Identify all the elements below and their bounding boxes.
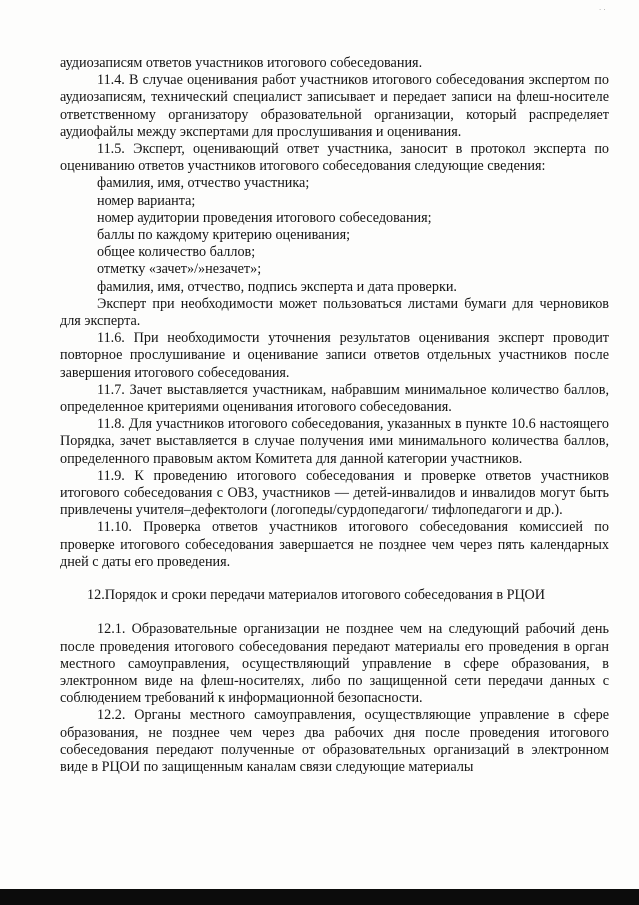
list-item: фамилия, имя, отчество участника;: [97, 175, 310, 192]
scan-edge-bar: [0, 889, 639, 905]
paragraph: Эксперт при необходимости может пользоваться листами бумаги для черновиков для эксперта.: [60, 295, 609, 330]
paragraph-11-10: 11.10. Проверка ответов участников итогового собеседования комиссией по проверке итогового собеседования завершается не позднее чем через пять календарных дней с даты его проведения.: [60, 519, 609, 570]
paragraph-11-9: 11.9. К проведению итогового собеседования и проверке ответов участников итогового собеседования с ОВЗ, участников — детей-инвалидов и инвалидов могут быть привлечены учителя–дефектологи (логопеды/сурдопедагоги/ тифлопедагоги и др.).: [60, 467, 609, 519]
paragraph-11-6: 11.6. При необходимости уточнения результатов оценивания эксперт проводит повторное прослушивание и оценивание записи ответов отдельных участников после завершения итогового собеседования.: [60, 330, 609, 381]
paragraph-11-7: 11.7. Зачет выставляется участникам, набравшим минимальное количество баллов, определенное критериями оценивания итогового собеседования.: [60, 381, 609, 416]
list-item: отметку «зачет»/»незачет»;: [97, 261, 262, 278]
paragraph: аудиозаписям ответов участников итогового собеседования.: [60, 55, 423, 71]
list-item: фамилия, имя, отчество, подпись эксперта и дата проверки.: [97, 278, 457, 295]
paragraph-12-2: 12.2. Органы местного самоуправления, осуществляющие управление в сфере образования, не позднее чем через два рабочих дня после проведения итогового собеседования передают полученные от образовательных организаций в электронном виде в РЦОИ по защищенным каналам связи следующие материалы: [60, 707, 609, 775]
paragraph-12-1: 12.1. Образовательные организации не позднее чем на следующий рабочий день после проведения итогового собеседования передают материалы его проведения в орган местного самоуправления, осуществляющий управление в сфере образования, в электронном виде на флеш-носителях, либо по защищенной сети передачи данных с соблюдением требований к информационной безопасности.: [60, 621, 609, 707]
paragraph-11-4: 11.4. В случае оценивания работ участников итогового собеседования экспертом по аудиозаписям, технический специалист записывает и передает записи на флеш-носителе ответственному организатору образовательной организации, который распределяет аудиофайлы между экспертами для прослушивания и оценивания.: [60, 72, 609, 140]
list-item: общее количество баллов;: [97, 244, 256, 261]
list-item: баллы по каждому критерию оценивания;: [97, 227, 351, 244]
list-item: номер варианта;: [97, 192, 196, 209]
scan-speck: · ·: [599, 6, 606, 14]
paragraph-11-8: 11.8. Для участников итогового собеседования, указанных в пункте 10.6 настоящего Порядка, зачет выставляется в случае получения ими минимального количества баллов, определенного правовым актом Комитета для данной категории участников.: [60, 416, 609, 467]
section-heading: 12.Порядок и сроки передачи материалов итогового собеседования в РЦОИ: [87, 587, 546, 604]
list-item: номер аудитории проведения итогового собеседования;: [97, 209, 432, 226]
document-body: [60, 55, 609, 776]
paragraph-11-5: 11.5. Эксперт, оценивающий ответ участника, заносит в протокол эксперта по оцениванию ответов участников итогового собеседования следующие сведения:: [60, 141, 609, 175]
